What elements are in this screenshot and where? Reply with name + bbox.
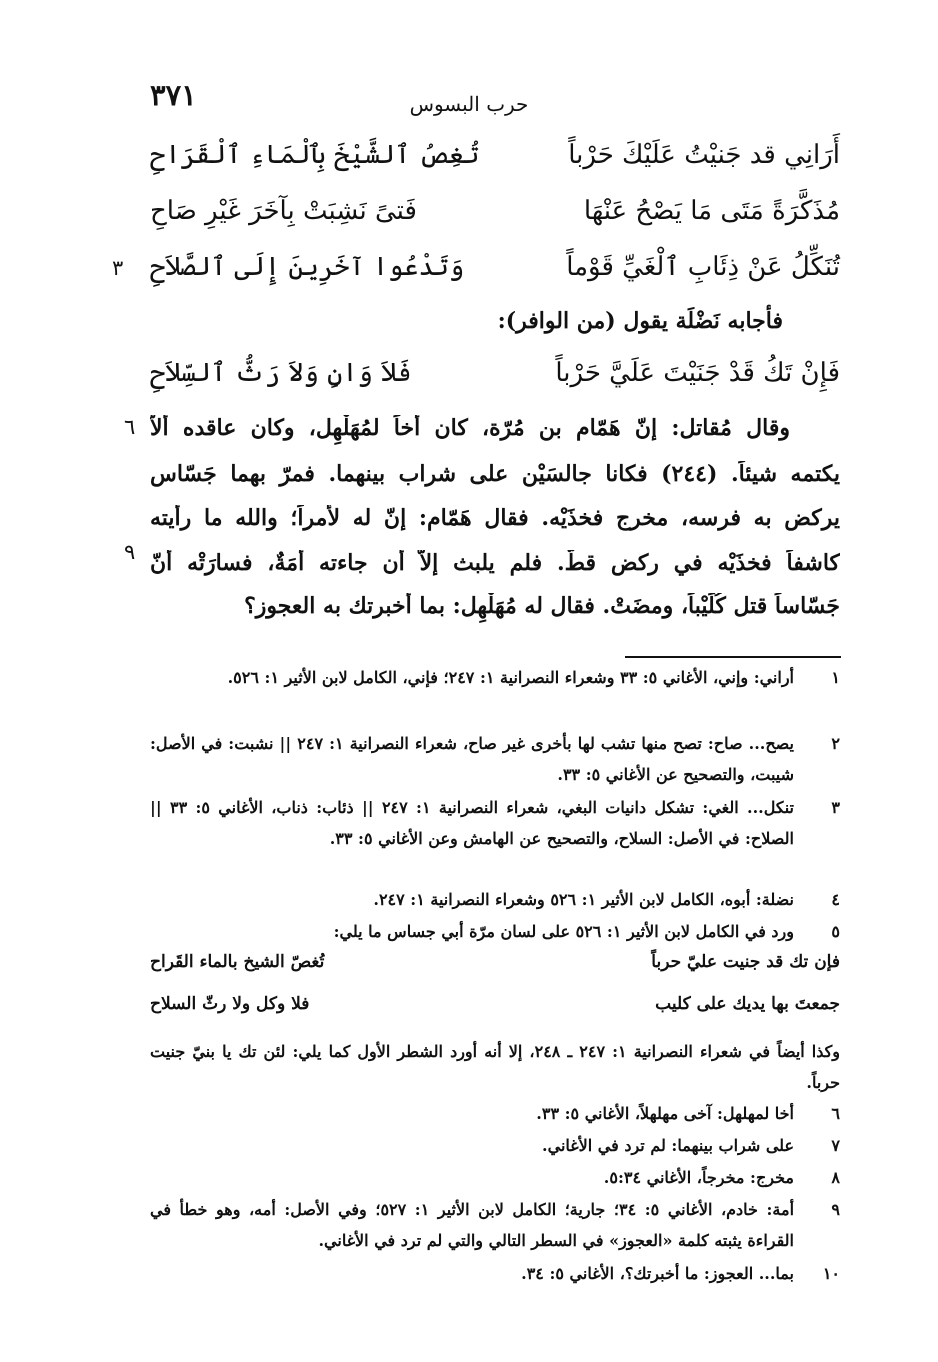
footnote <box>150 792 840 854</box>
verse-second-hemistich: وَتَدْعُوا آخَرِينَ إِلَى ٱلصَّلاَحِ <box>150 252 465 282</box>
verse-first-hemistich: فَإِنْ تَكُ قَدْ جَنَيْتَ عَلَيَّ حَرْباً <box>555 358 840 388</box>
intro-line: فأجابه نَضْلَة يقول (من الوافر): <box>497 308 783 334</box>
footnote-verse <box>150 952 840 988</box>
running-title: حرب البسوس <box>409 92 529 116</box>
footnote-number: ٩ <box>831 1200 840 1219</box>
verse-second-hemistich: فَلاَ وَانٍ وَلاَ رَثُّ ٱلسِّلاَحِ <box>150 358 412 388</box>
line-number: ٣ <box>112 256 124 280</box>
verse-second-hemistich: فَتىً نَشِبَتْ بِآخَرَ غَيْرِ صَاحِ <box>150 196 417 226</box>
footnote <box>150 916 840 947</box>
prose-line: كاشفاً فخذَيْه في ركض قطّ. فلم يلبث إلاّ أن جاءته أَمَةٌ، فسارَتْه أنّ <box>150 550 840 576</box>
footnote <box>150 1162 840 1193</box>
footnote <box>150 662 840 693</box>
footnote-verse <box>150 994 840 1030</box>
footnote <box>150 884 840 915</box>
footnote-number: ٥ <box>831 922 840 941</box>
footnote-separator <box>625 656 841 658</box>
footnote-text: على شراب بينهما: لم ترد في الأغاني. <box>542 1136 794 1155</box>
footnote-text: أراني: وإني، الأغاني ٥: ٣٣ وشعراء النصرانية ١: ٢٤٧؛ فإني، الكامل لابن الأثير ١: ٥٢٦. <box>227 668 794 687</box>
verse-first-hemistich: تُنَكِّلُ عَنْ ذِئَابِ ٱلْغَيِّ قَوْماً <box>566 252 840 282</box>
line-number: ٦ <box>124 415 136 439</box>
verse-first-hemistich: فإن تك قد جنيت عليّ حرباً <box>651 952 840 972</box>
footnote-text: نضلة: أبوه، الكامل لابن الأثير ١: ٥٢٦ وشعراء النصرانية ١: ٢٤٧. <box>373 890 794 909</box>
poem-verse <box>150 140 840 186</box>
footnote-text: بما... العجوز: ما أخبرتك؟، الأغاني ٥: ٣٤. <box>521 1264 794 1283</box>
footnote <box>150 1258 840 1289</box>
footnote-text: ورد في الكامل لابن الأثير ١: ٥٢٦ على لسان مرّة أبي جساس ما يلي: <box>333 922 794 941</box>
footnote-text: مخرج: مخرجاً، الأغاني ٥:٣٤. <box>603 1168 794 1187</box>
prose-line: يركض به فرسه، مخرج فخذَيْه. فقال هَمّام: إنّ له لأمراً؛ والله ما رأيته <box>150 505 840 531</box>
verse-first-hemistich: مُذَكَّرَةً مَتَى مَا يَصْحُ عَنْهَا <box>583 196 840 226</box>
footnote <box>150 728 840 790</box>
verse-second-hemistich: تُغصّ الشيخ بالماء القَراح <box>150 952 325 972</box>
footnote-number: ٣ <box>831 798 840 817</box>
verse-first-hemistich: أَرَانِي قد جَنيْتُ عَلَيْكَ حَرْباً <box>568 140 840 170</box>
footnote-number: ٨ <box>831 1168 840 1187</box>
page-number: ٣٧١ <box>150 78 197 112</box>
prose-line: يكتمه شيئاً. (٢٤٤) فكانا جالسَيْن على شراب بينهما. فمرّ بهما جَسّاس <box>150 461 840 487</box>
footnote <box>150 1098 840 1129</box>
footnote-number: ٦ <box>831 1104 840 1123</box>
prose-line: جَسّاساً قتل كُلَيْباً، ومضَتْ. فقال له مُهَلْهِل: بما أخبرتك به العجوز؟ <box>244 593 840 619</box>
verse-first-hemistich: جمعتَ بها يديك على كليب <box>655 994 840 1014</box>
footnote <box>150 1130 840 1161</box>
footnote-text: أمة: خادم، الأغاني ٥: ٣٤؛ جارية؛ الكامل لابن الأثير ١: ٥٢٧؛ وفي الأصل: أمه، وهو خطأ في القراءة يثبته كلمة «العجوز» في السطر التالي والتي لم ترد في الأغاني. <box>150 1200 795 1250</box>
poem-verse <box>150 196 840 242</box>
footnote-number: ٢ <box>831 734 840 753</box>
footnote <box>150 1194 840 1256</box>
footnote-text: تنكل... الغي: تشكل دانيات البغي، شعراء النصرانية ١: ٢٤٧ || ذئاب: ذناب، الأغاني ٥: ٣٣ || الصلاح: في الأصل: السلاح، والتصحيح عن الهامش وعن الأغاني ٥: ٣٣. <box>150 798 794 848</box>
line-number: ٩ <box>124 540 136 564</box>
footnote-number: ٧ <box>831 1136 840 1155</box>
footnote-number: ٤ <box>831 890 840 909</box>
verse-second-hemistich: فلا وكل ولا رثّ السلاح <box>150 994 310 1014</box>
prose-line: وقال مُقاتل: إنّ هَمّام بن مُرّة، كان أخاً لمُهَلْهِل، وكان عاقده ألاّ <box>150 415 790 441</box>
footnote-number: ١ <box>831 668 840 687</box>
poem-verse <box>150 358 840 404</box>
verse-second-hemistich: تُغِصُ ٱلشَّيْخَ بِٱلْمَاءِ ٱلْقَرَاحِ <box>150 140 480 170</box>
footnote-continuation: وكذا أيضاً في شعراء النصرانية ١: ٢٤٧ ـ ٢٤٨، إلا أنه أورد الشطر الأول كما يلي: لئن تك يا بنيّ جنيت حرباً. <box>150 1042 840 1092</box>
poem-verse <box>150 252 840 298</box>
footnote-text: يصح... صاح: تصح منها تشب لها بأخرى غير صاح، شعراء النصرانية ١: ٢٤٧ || نشبت: في الأصل: شيبت، والتصحيح عن الأغاني ٥: ٣٣. <box>150 734 795 784</box>
footnote-text: أخا لمهلهل: آخى مهلهلاً، الأغاني ٥: ٣٣. <box>536 1104 794 1123</box>
footnote-number: ١٠ <box>822 1264 840 1283</box>
